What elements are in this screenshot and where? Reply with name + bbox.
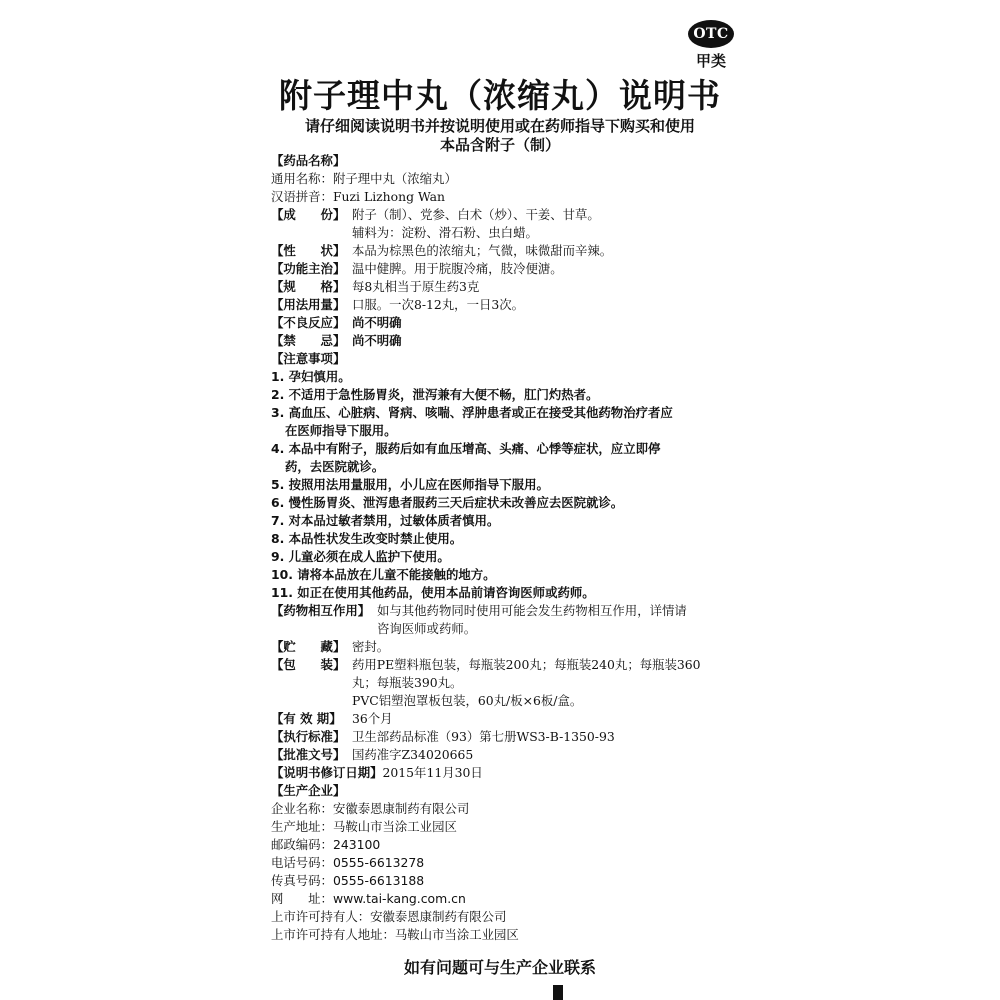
- interactions-heading: 【药物相互作用】: [271, 603, 371, 618]
- spec-value: 每8丸相当于原生药3克: [352, 279, 480, 294]
- postcode-label: 邮政编码：: [271, 837, 333, 852]
- subtitle-contains: 本品含附子（制）: [439, 136, 560, 154]
- adverse-heading: 【不良反应】: [271, 315, 346, 330]
- otc-class-label: 甲类: [696, 52, 727, 70]
- phone-row: [271, 854, 741, 872]
- standard-heading: 【执行标准】: [271, 729, 346, 744]
- manufacturer-name-label: 企业名称：: [271, 801, 333, 816]
- pinyin-row: [271, 188, 741, 206]
- precaution-item: 9. 儿童必须在成人监护下使用。: [271, 549, 450, 564]
- pinyin-label: 汉语拼音：: [271, 189, 333, 204]
- dosage-heading: 【用法用量】: [271, 297, 346, 312]
- validity-row: [271, 710, 741, 728]
- license-holder-address-value: 马鞍山市当涂工业园区: [394, 927, 519, 942]
- precaution-item: 11. 如正在使用其他药品，使用本品前请咨询医师或药师。: [271, 585, 595, 600]
- fax-row: [271, 872, 741, 890]
- print-mark: [553, 985, 563, 1000]
- appearance-row: [271, 242, 741, 260]
- phone-value: 0555-6613278: [332, 855, 425, 870]
- excipients-row: 辅料为：淀粉、滑石粉、虫白蜡。: [352, 225, 538, 240]
- precaution-item-continued: 在医师指导下服用。: [285, 423, 397, 438]
- fax-label: 传真号码：: [271, 873, 333, 888]
- standard-value: 卫生部药品标准（93）第七册WS3-B-1350-93: [352, 729, 615, 744]
- appearance-heading: 【性 状】: [271, 243, 346, 258]
- website-row: [271, 890, 741, 908]
- contra-row: [271, 332, 741, 350]
- contact-footer: 如有问题可与生产企业联系: [403, 958, 596, 977]
- validity-heading: 【有 效 期】: [271, 711, 342, 726]
- validity-value: 36个月: [352, 711, 393, 726]
- precaution-item: 5. 按照用法用量服用，小儿应在医师指导下服用。: [271, 477, 549, 492]
- phone-label: 电话号码：: [271, 855, 333, 870]
- ingredients-row: [271, 206, 741, 224]
- fax-value: 0555-6613188: [332, 873, 425, 888]
- spec-heading: 【规 格】: [271, 279, 346, 294]
- ingredients-heading: 【成 份】: [271, 207, 346, 222]
- license-holder-label: 上市许可持有人：: [271, 909, 371, 924]
- precaution-item: 8. 本品性状发生改变时禁止使用。: [271, 531, 463, 546]
- approval-row: [271, 746, 741, 764]
- precaution-item: 1. 孕妇慎用。: [271, 369, 351, 384]
- section-heading-precautions: 【注意事项】: [271, 351, 346, 366]
- dosage-row: [271, 296, 741, 314]
- manufacturer-address-label: 生产地址：: [271, 819, 333, 834]
- package-row: [271, 656, 741, 674]
- precaution-item: 4. 本品中有附子，服药后如有血压增高、头痛、心悸等症状，应立即停: [271, 441, 661, 456]
- precaution-item: 10. 请将本品放在儿童不能接触的地方。: [271, 567, 496, 582]
- postcode-row: [271, 836, 741, 854]
- pinyin-value: Fuzi Lizhong Wan: [332, 189, 445, 204]
- precaution-item: 6. 慢性肠胃炎、泄泻患者服药三天后症状未改善应去医院就诊。: [271, 495, 624, 510]
- indications-value: 温中健脾。用于脘腹冷痛，肢冷便溏。: [352, 261, 563, 276]
- section-heading-drug-name: 【药品名称】: [271, 153, 346, 168]
- storage-heading: 【贮 藏】: [271, 639, 346, 654]
- approval-value: 国药准字Z34020665: [352, 747, 474, 762]
- precaution-item: 2. 不适用于急性肠胃炎，泄泻兼有大便不畅，肛门灼热者。: [271, 387, 599, 402]
- manufacturer-address-value: 马鞍山市当涂工业园区: [332, 819, 457, 834]
- leaflet-body: [271, 152, 741, 944]
- contra-heading: 【禁 忌】: [271, 333, 346, 348]
- license-holder-value: 安徽泰恩康制药有限公司: [370, 909, 507, 924]
- otc-badge: OTC: [688, 20, 734, 48]
- revision-row: [271, 764, 741, 782]
- package-heading: 【包 装】: [271, 657, 346, 672]
- page-title: 附子理中丸（浓缩丸）说明书: [279, 76, 721, 115]
- ingredients-value: 附子（制）、党参、白术（炒）、干姜、甘草。: [352, 207, 600, 222]
- interactions-continued: 咨询医师或药师。: [377, 621, 477, 636]
- interactions-row: [271, 602, 741, 620]
- indications-row: [271, 260, 741, 278]
- package-continued: 丸；每瓶装390丸。: [352, 675, 463, 690]
- website-value: www.tai-kang.com.cn: [332, 891, 466, 906]
- storage-row: [271, 638, 741, 656]
- subtitle-instruction: 请仔细阅读说明书并按说明使用或在药师指导下购买和使用: [304, 117, 695, 135]
- standard-row: [271, 728, 741, 746]
- approval-heading: 【批准文号】: [271, 747, 346, 762]
- license-holder-address-label: 上市许可持有人地址：: [271, 927, 395, 942]
- package-blister: PVC铝塑泡罩板包装，60丸/板×6板/盒。: [352, 693, 583, 708]
- website-label: 网 址：: [271, 891, 333, 906]
- adverse-value: 尚不明确: [352, 315, 402, 330]
- section-heading-manufacturer: 【生产企业】: [271, 783, 346, 798]
- adverse-row: [271, 314, 741, 332]
- spec-row: [271, 278, 741, 296]
- dosage-value: 口服。一次8-12丸，一日3次。: [352, 297, 525, 312]
- license-holder-address-row: [271, 926, 741, 944]
- indications-heading: 【功能主治】: [271, 261, 346, 276]
- postcode-value: 243100: [332, 837, 381, 852]
- precaution-item-continued: 药，去医院就诊。: [285, 459, 385, 474]
- generic-name-value: 附子理中丸（浓缩丸）: [332, 171, 457, 186]
- contra-value: 尚不明确: [352, 333, 402, 348]
- precaution-item: 3. 高血压、心脏病、肾病、咳喘、浮肿患者或正在接受其他药物治疗者应: [271, 405, 673, 420]
- revision-value: 2015年11月30日: [382, 765, 483, 780]
- generic-name-row: [271, 170, 741, 188]
- revision-heading: 【说明书修订日期】: [271, 765, 383, 780]
- manufacturer-name-row: [271, 800, 741, 818]
- appearance-value: 本品为棕黑色的浓缩丸；气微，味微甜而辛辣。: [352, 243, 613, 258]
- manufacturer-name-value: 安徽泰恩康制药有限公司: [332, 801, 470, 816]
- package-value: 药用PE塑料瓶包装，每瓶装200丸；每瓶装240丸；每瓶装360: [352, 657, 701, 672]
- license-holder-row: [271, 908, 741, 926]
- generic-name-label: 通用名称：: [271, 171, 333, 186]
- storage-value: 密封。: [352, 639, 390, 654]
- precaution-item: 7. 对本品过敏者禁用，过敏体质者慎用。: [271, 513, 500, 528]
- interactions-value: 如与其他药物同时使用可能会发生药物相互作用，详情请: [377, 603, 687, 618]
- manufacturer-address-row: [271, 818, 741, 836]
